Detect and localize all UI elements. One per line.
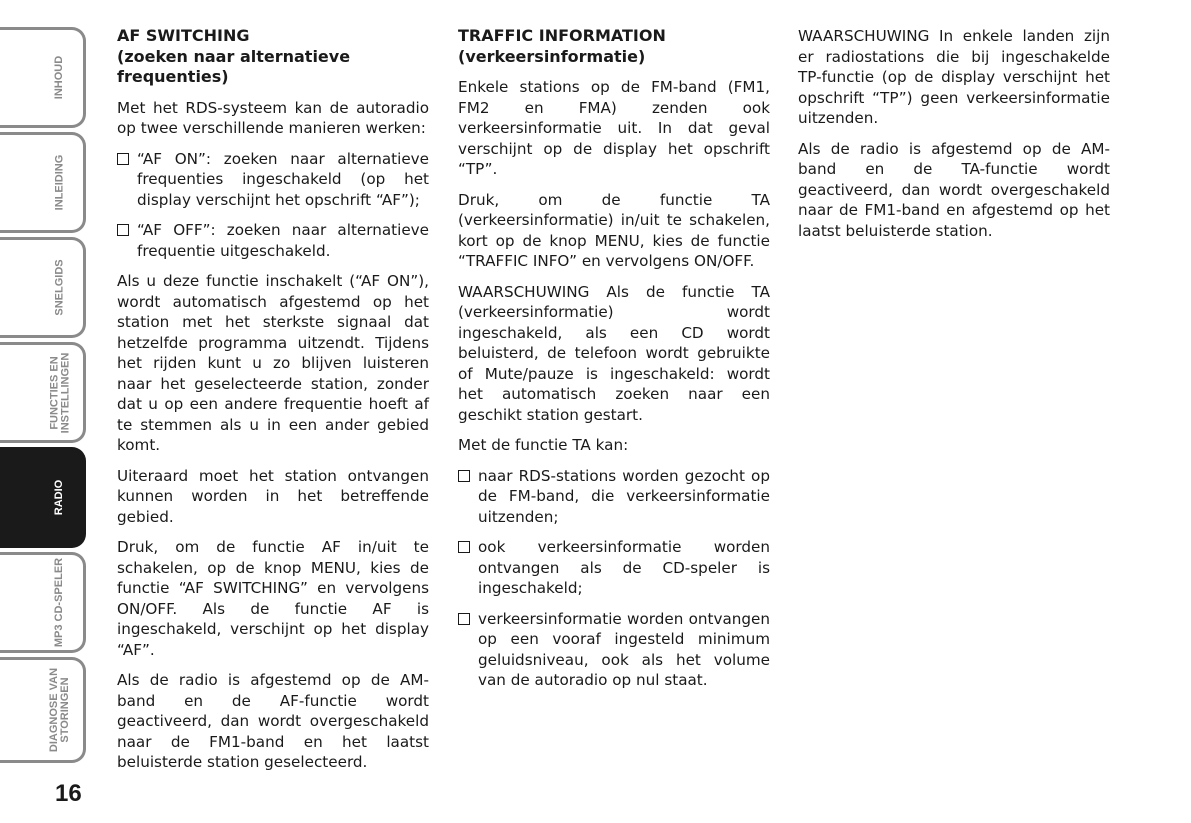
tab-radio[interactable] — [0, 447, 86, 548]
bullet-text: “AF OFF”: zoeken naar alternatieve frequentie uitgeschakeld. — [137, 221, 429, 260]
page-number: 16 — [55, 780, 82, 807]
paragraph: Als de radio is afgestemd op de AM-band en de AF-functie wordt geactiveerd, dan wordt overgeschakeld naar de FM1-band en het laatst beluisterde station geselecteerd. — [117, 671, 429, 771]
bullet-text: naar RDS-stations worden gezocht op de FM-band, die verkeersinformatie uitzenden; — [478, 466, 770, 526]
paragraph: Met het RDS-systeem kan de autoradio op twee verschillende manieren werken: — [117, 98, 429, 137]
paragraph: Enkele stations op de FM-band (FM1, FM2 en FMA) zenden ook verkeersinformatie uit. In dat geval verschijnt op de display het opschrift “TP”. — [458, 78, 770, 178]
section-heading — [458, 26, 770, 67]
heading-title: TRAFFIC INFORMATION — [458, 26, 666, 45]
paragraph: Als u deze functie inschakelt (“AF ON”), wordt automatisch afgestemd op het station met het sterkste signaal dat hetzelfde programma uitzendt. Tijdens het rijden kunt u zo blijven luisteren naar het geselecteerde station, zonder dat u op een andere frequentie hoeft af te stemmen als u in een ander gebied komt. — [117, 272, 429, 454]
tab-label: INHOUD — [53, 55, 66, 100]
bullet-item — [117, 149, 429, 211]
column-af-switching — [117, 26, 429, 783]
bullet-item — [458, 466, 770, 528]
section-heading — [117, 26, 429, 88]
bullet-text: verkeersinformatie worden ontvangen op een vooraf ingesteld minimum geluidsniveau, ook als het volume van de autoradio op nul staat. — [478, 609, 770, 689]
tab-label: RADIO — [53, 479, 66, 516]
paragraph: Uiteraard moet het station ontvangen kunnen worden in het betreffende gebied. — [117, 466, 429, 526]
tab-label: FUNCTIES EN INSTELLINGEN — [48, 352, 72, 433]
paragraph: Met de functie TA kan: — [458, 436, 629, 454]
checkbox-bullet-icon — [117, 153, 129, 165]
paragraph: Als de radio is afgestemd op de AM-band en de TA-functie wordt geactiveerd, dan wordt overgeschakeld naar de FM1-band en afgestemd op het laatst beluisterde station. — [798, 139, 1110, 240]
heading-title: AF SWITCHING — [117, 26, 250, 45]
checkbox-bullet-icon — [458, 613, 470, 625]
checkbox-bullet-icon — [458, 470, 470, 482]
column-traffic-information — [458, 26, 770, 701]
column-warnings — [798, 26, 1110, 251]
bullet-text: “AF ON”: zoeken naar alternatieve frequenties ingeschakeld (op het display verschijnt het opschrift “AF”); — [137, 149, 429, 209]
tab-label: INLEIDING — [53, 154, 66, 211]
tab-label: SNELGIDS — [53, 259, 66, 316]
warning-paragraph: WAARSCHUWING Als de functie TA (verkeersinformatie) wordt ingeschakeld, als een CD wordt beluisterd, de telefoon wordt gebruikte of Mute/pauze is ingeschakeld: wordt het automatisch zoeken naar een geschikt station gestart. — [458, 282, 770, 424]
checkbox-bullet-icon — [117, 224, 129, 236]
paragraph: Druk, om de functie AF in/uit te schakelen, op de knop MENU, kies de functie “AF SWITCHING” en vervolgens ON/OFF. Als de functie AF is ingeschakeld, verschijnt op het display “AF”. — [117, 538, 429, 659]
section-tabs — [0, 27, 86, 767]
tab-mp3-cd-speler[interactable] — [0, 552, 86, 653]
tab-diagnose-van-storingen[interactable] — [0, 657, 86, 763]
tab-label: MP3 CD-SPELER — [53, 557, 66, 648]
bullet-item — [117, 220, 429, 261]
tab-functies-en-instellingen[interactable] — [0, 342, 86, 443]
heading-subtitle: (verkeersinformatie) — [458, 46, 646, 66]
checkbox-bullet-icon — [458, 541, 470, 553]
bullet-item — [458, 609, 770, 691]
warning-paragraph: WAARSCHUWING In enkele landen zijn er radiostations die bij ingeschakelde TP-functie (op de display verschijnt het opschrift “TP”) geen verkeersinformatie uitzenden. — [798, 27, 1110, 127]
tab-inhoud[interactable] — [0, 27, 86, 128]
tab-label: DIAGNOSE VAN STORINGEN — [48, 667, 72, 753]
bullet-text: ook verkeersinformatie worden ontvangen als de CD-speler is ingeschakeld; — [478, 538, 770, 597]
bullet-item — [458, 537, 770, 599]
tab-inleiding[interactable] — [0, 132, 86, 233]
heading-subtitle: (zoeken naar alternatieve frequenties) — [117, 46, 351, 86]
tab-snelgids[interactable] — [0, 237, 86, 338]
paragraph: Druk, om de functie TA (verkeersinformatie) in/uit te schakelen, kort op de knop MENU, kies de functie “TRAFFIC INFO” en vervolgens ON/OFF. — [458, 190, 770, 270]
